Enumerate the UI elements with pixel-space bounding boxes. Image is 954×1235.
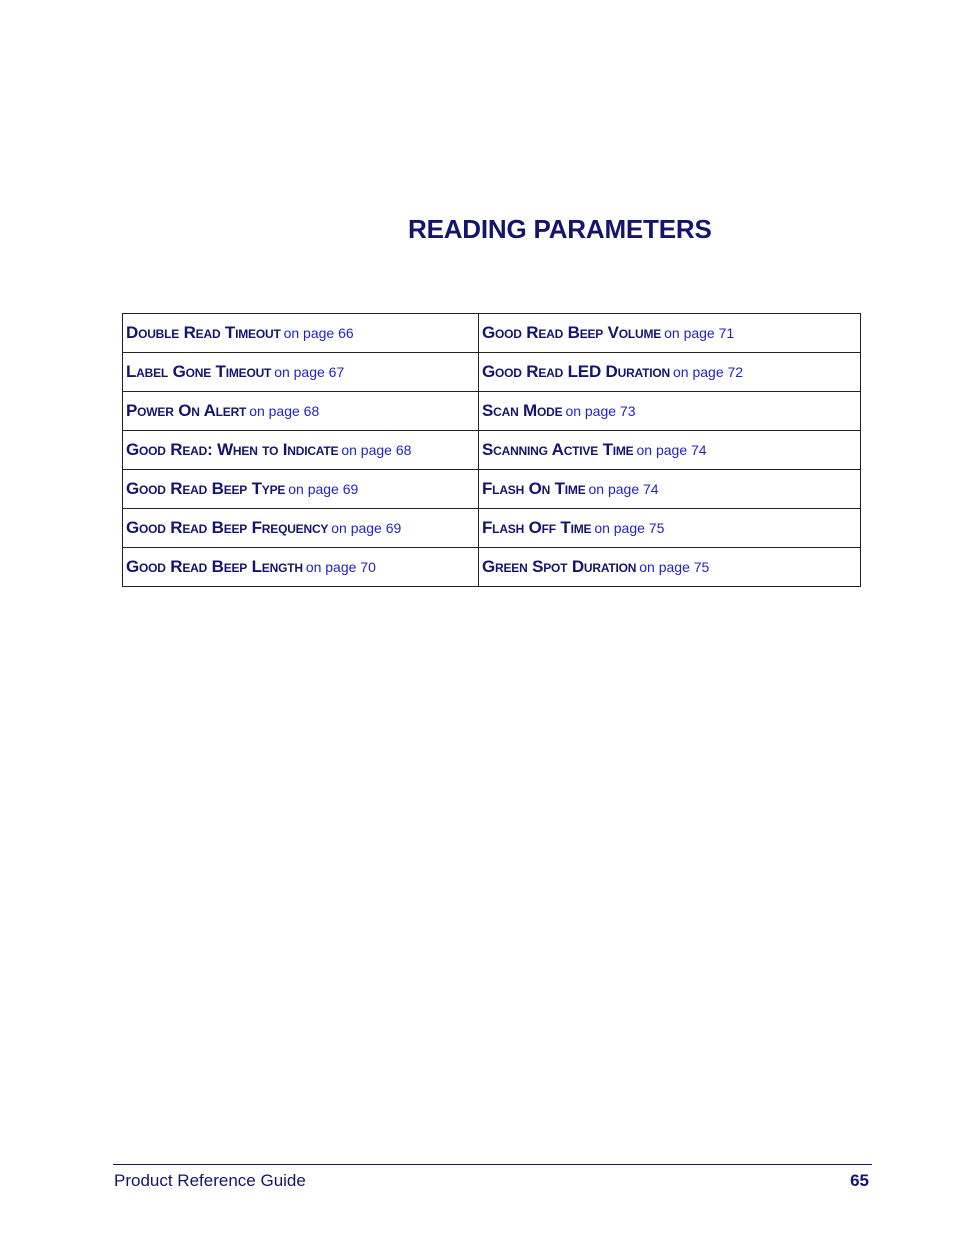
- toc-table: [122, 313, 861, 587]
- toc-entry-page: on page 69: [288, 481, 359, 497]
- toc-entry-page: on page 74: [588, 481, 659, 497]
- toc-cell: [479, 509, 861, 548]
- toc-cell: [123, 314, 479, 353]
- toc-link-flash-on-time[interactable]: [482, 481, 659, 498]
- toc-link-good-read-beep-type[interactable]: [126, 481, 358, 498]
- toc-entry-page: on page 73: [565, 403, 636, 419]
- toc-entry-page: on page 74: [636, 442, 707, 458]
- toc-entry-page: on page 75: [594, 520, 665, 536]
- toc-entry-page: on page 70: [305, 559, 376, 575]
- toc-entry-page: on page 68: [341, 442, 412, 458]
- toc-entry-title: Good Read: When to Indicate: [126, 440, 339, 459]
- toc-link-flash-off-time[interactable]: [482, 520, 664, 537]
- toc-entry-page: on page 72: [673, 364, 744, 380]
- toc-cell: [123, 431, 479, 470]
- toc-cell: [123, 392, 479, 431]
- toc-cell: [479, 392, 861, 431]
- toc-link-good-read-when-to-indicate[interactable]: [126, 442, 411, 459]
- page-title: READING PARAMETERS: [408, 214, 712, 244]
- toc-entry-title: Label Gone Timeout: [126, 362, 272, 381]
- toc-entry-page: on page 68: [249, 403, 320, 419]
- footer-page-number: 65: [850, 1171, 869, 1190]
- toc-cell: [123, 353, 479, 392]
- toc-entry-page: on page 66: [283, 325, 354, 341]
- toc-entry-page: on page 67: [274, 364, 345, 380]
- toc-entry-title: Good Read Beep Length: [126, 557, 303, 576]
- toc-cell: [479, 470, 861, 509]
- toc-cell: [123, 548, 479, 587]
- toc-entry-title: Green Spot Duration: [482, 557, 637, 576]
- table-row: [123, 392, 861, 431]
- toc-link-good-read-beep-length[interactable]: [126, 559, 376, 576]
- toc-entry-title: Good Read LED Duration: [482, 362, 670, 381]
- toc-entry-title: Good Read Beep Type: [126, 479, 286, 498]
- toc-entry-page: on page 69: [331, 520, 402, 536]
- toc-entry-title: Scanning Active Time: [482, 440, 634, 459]
- toc-entry-title: Flash On Time: [482, 479, 586, 498]
- toc-cell: [123, 509, 479, 548]
- toc-entry-title: Flash Off Time: [482, 518, 592, 537]
- table-row: [123, 353, 861, 392]
- table-row: [123, 431, 861, 470]
- toc-cell: [479, 548, 861, 587]
- toc-entry-title: Good Read Beep Frequency: [126, 518, 329, 537]
- toc-entry-title: Double Read Timeout: [126, 323, 281, 342]
- table-row: [123, 314, 861, 353]
- toc-entry-page: on page 71: [664, 325, 735, 341]
- toc-cell: [123, 470, 479, 509]
- table-row: [123, 548, 861, 587]
- toc-link-power-on-alert[interactable]: [126, 403, 319, 420]
- footer-guide-title: Product Reference Guide: [114, 1171, 306, 1190]
- footer-divider: [113, 1164, 872, 1165]
- toc-cell: [479, 353, 861, 392]
- toc-link-good-read-beep-frequency[interactable]: [126, 520, 401, 537]
- toc-cell: [479, 431, 861, 470]
- toc-cell: [479, 314, 861, 353]
- toc-link-green-spot-duration[interactable]: [482, 559, 709, 576]
- toc-link-good-read-beep-volume[interactable]: [482, 325, 734, 342]
- table-row: [123, 509, 861, 548]
- toc-link-scanning-active-time[interactable]: [482, 442, 707, 459]
- toc-link-double-read-timeout[interactable]: [126, 325, 354, 342]
- toc-link-scan-mode[interactable]: [482, 403, 636, 420]
- toc-link-label-gone-timeout[interactable]: [126, 364, 344, 381]
- toc-entry-title: Power On Alert: [126, 401, 247, 420]
- toc-entry-title: Scan Mode: [482, 401, 563, 420]
- toc-entry-page: on page 75: [639, 559, 710, 575]
- toc-link-good-read-led-duration[interactable]: [482, 364, 743, 381]
- table-row: [123, 470, 861, 509]
- toc-entry-title: Good Read Beep Volume: [482, 323, 662, 342]
